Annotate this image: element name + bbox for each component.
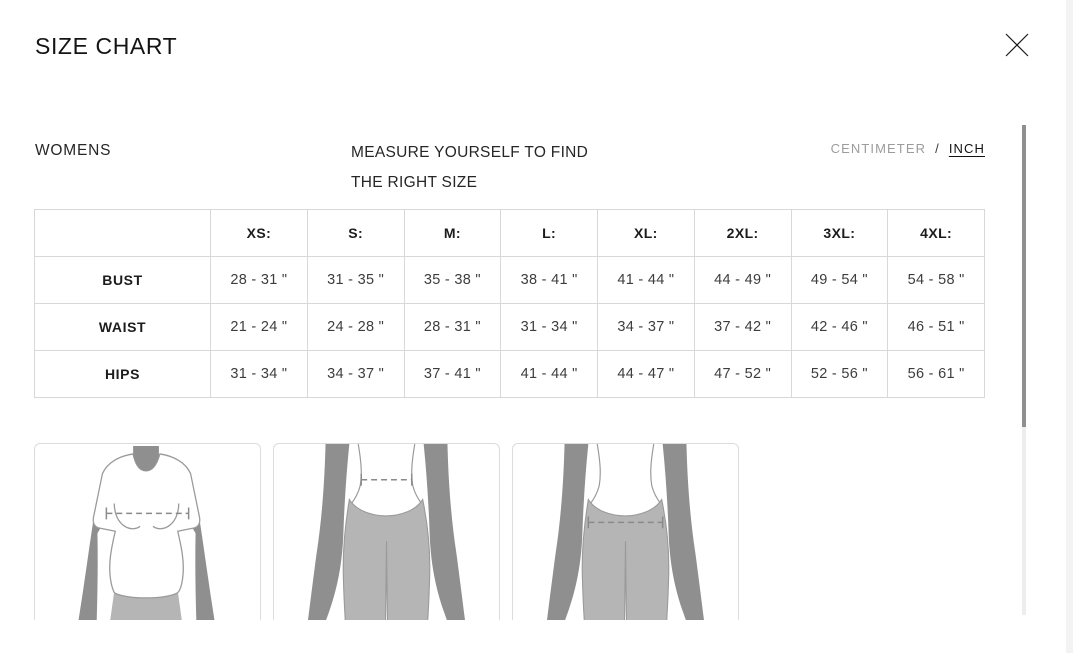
unit-toggle bbox=[831, 141, 985, 156]
window-scrollbar-strip bbox=[1066, 0, 1073, 653]
size-table bbox=[34, 209, 985, 398]
table-value-cell: 35 - 38 " bbox=[404, 257, 501, 304]
table-value-cell: 38 - 41 " bbox=[501, 257, 598, 304]
table-value-cell: 24 - 28 " bbox=[307, 304, 404, 351]
table-row bbox=[35, 304, 985, 351]
table-header-cell: 2XL: bbox=[694, 210, 791, 257]
table-value-cell: 21 - 24 " bbox=[211, 304, 308, 351]
modal-scrollbar-track bbox=[1022, 125, 1026, 615]
table-header-cell: 3XL: bbox=[791, 210, 888, 257]
table-value-cell: 31 - 34 " bbox=[501, 304, 598, 351]
table-value-cell: 44 - 47 " bbox=[598, 351, 695, 398]
modal-scrollbar-thumb[interactable] bbox=[1022, 125, 1026, 427]
unit-inch-link[interactable]: INCH bbox=[948, 141, 985, 156]
table-value-cell: 54 - 58 " bbox=[888, 257, 985, 304]
bust-diagram-card bbox=[34, 443, 261, 620]
close-button[interactable] bbox=[1001, 29, 1033, 61]
table-value-cell: 28 - 31 " bbox=[211, 257, 308, 304]
table-value-cell: 49 - 54 " bbox=[791, 257, 888, 304]
row-label-waist: WAIST bbox=[35, 304, 211, 351]
table-value-cell: 41 - 44 " bbox=[501, 351, 598, 398]
table-value-cell: 28 - 31 " bbox=[404, 304, 501, 351]
table-header-cell: S: bbox=[307, 210, 404, 257]
table-value-cell: 46 - 51 " bbox=[888, 304, 985, 351]
waist-diagram-card bbox=[273, 443, 500, 620]
table-value-cell: 56 - 61 " bbox=[888, 351, 985, 398]
size-table-header-row bbox=[35, 210, 985, 257]
measure-diagram-row bbox=[34, 443, 739, 620]
hips-measure-figure-icon bbox=[513, 444, 738, 620]
table-header-cell: 4XL: bbox=[888, 210, 985, 257]
table-value-cell: 31 - 35 " bbox=[307, 257, 404, 304]
table-header-cell: L: bbox=[501, 210, 598, 257]
table-header-cell: M: bbox=[404, 210, 501, 257]
table-header-cell bbox=[35, 210, 211, 257]
close-icon bbox=[1001, 49, 1033, 64]
table-value-cell: 37 - 42 " bbox=[694, 304, 791, 351]
table-value-cell: 37 - 41 " bbox=[404, 351, 501, 398]
table-row bbox=[35, 257, 985, 304]
table-value-cell: 52 - 56 " bbox=[791, 351, 888, 398]
hips-diagram-card bbox=[512, 443, 739, 620]
table-value-cell: 41 - 44 " bbox=[598, 257, 695, 304]
table-value-cell: 47 - 52 " bbox=[694, 351, 791, 398]
table-header-cell: XS: bbox=[211, 210, 308, 257]
category-label: WOMENS bbox=[35, 142, 112, 159]
table-value-cell: 34 - 37 " bbox=[598, 304, 695, 351]
bust-measure-figure-icon bbox=[35, 444, 260, 620]
table-header-cell: XL: bbox=[598, 210, 695, 257]
table-row bbox=[35, 351, 985, 398]
table-value-cell: 34 - 37 " bbox=[307, 351, 404, 398]
instruction-text: MEASURE YOURSELF TO FIND THE RIGHT SIZE bbox=[351, 144, 589, 191]
waist-measure-figure-icon bbox=[274, 444, 499, 620]
row-label-bust: BUST bbox=[35, 257, 211, 304]
unit-centimeter-link[interactable]: CENTIMETER bbox=[830, 141, 927, 156]
table-value-cell: 31 - 34 " bbox=[211, 351, 308, 398]
page-title: SIZE CHART bbox=[35, 33, 178, 59]
row-label-hips: HIPS bbox=[35, 351, 211, 398]
table-value-cell: 44 - 49 " bbox=[694, 257, 791, 304]
table-value-cell: 42 - 46 " bbox=[791, 304, 888, 351]
unit-separator: / bbox=[935, 141, 940, 156]
